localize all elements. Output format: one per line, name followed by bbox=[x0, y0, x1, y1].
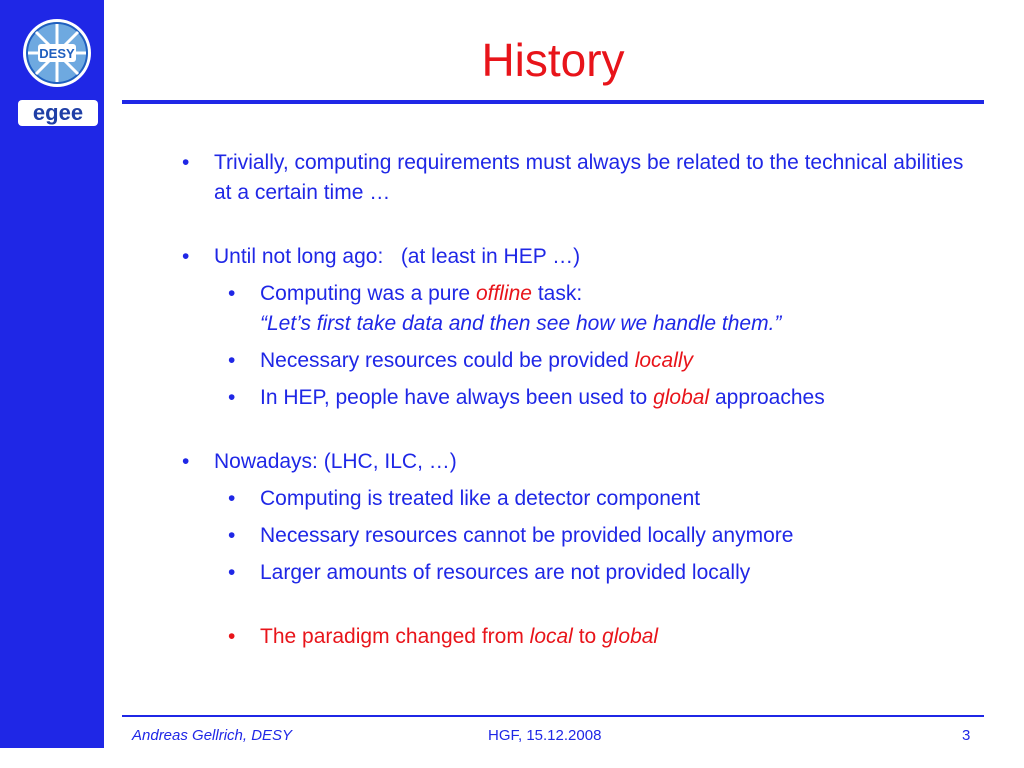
conclusion-text-a: The paradigm changed from bbox=[260, 625, 530, 648]
sub-bullet-2-3-text-a: In HEP, people have always been used to bbox=[260, 386, 654, 409]
sub-bullet-2-3-text-c: approaches bbox=[709, 386, 825, 409]
bullet-dot: • bbox=[228, 561, 236, 584]
bullet-1 bbox=[180, 148, 980, 208]
sub-bullet-2-3 bbox=[180, 383, 980, 413]
sub-bullet-2-1-text-c: task: bbox=[532, 282, 583, 305]
quote-text: “Let’s first take data and then see how we handle them.” bbox=[260, 312, 782, 335]
bullet-1-text: Trivially, computing requirements must always be related to the technical abilities at a certain time … bbox=[214, 151, 964, 204]
bullet-dot: • bbox=[182, 450, 190, 473]
footer-author: Andreas Gellrich, DESY bbox=[132, 727, 293, 744]
bullet-2 bbox=[180, 242, 980, 272]
sub-bullet-2-2 bbox=[180, 346, 980, 376]
sidebar-band bbox=[0, 0, 104, 748]
egee-logo-text: egee bbox=[32, 100, 84, 125]
conclusion-bullet bbox=[180, 622, 980, 652]
bullet-dot: • bbox=[228, 625, 236, 648]
bullet-2-suffix: (at least in HEP …) bbox=[400, 245, 581, 268]
sub-bullet-3-1-text: Computing is treated like a detector component bbox=[260, 487, 701, 510]
desy-logo-text: DESY bbox=[39, 46, 75, 61]
bullet-dot: • bbox=[228, 386, 236, 409]
sub-bullet-3-2-text: Necessary resources cannot be provided locally anymore bbox=[260, 524, 794, 547]
sub-bullet-3-2 bbox=[180, 521, 980, 551]
global-emphasis: global bbox=[653, 386, 710, 409]
page-number: 3 bbox=[962, 727, 971, 744]
bullet-2-prefix: Until not long ago: bbox=[214, 245, 384, 268]
bullet-dot: • bbox=[228, 349, 236, 372]
bullet-dot: • bbox=[228, 524, 236, 547]
local-emphasis: local bbox=[529, 625, 573, 648]
sub-bullet-3-1 bbox=[180, 484, 980, 514]
footer-divider bbox=[122, 715, 984, 717]
conclusion-text-c: to bbox=[572, 625, 603, 648]
bullet-dot: • bbox=[228, 282, 236, 305]
bullet-3-text: Nowadays: (LHC, ILC, …) bbox=[214, 450, 457, 473]
slide-content bbox=[180, 148, 980, 652]
title-divider bbox=[122, 100, 984, 104]
footer-event: HGF, 15.12.2008 bbox=[488, 727, 602, 744]
sub-bullet-2-2-text-a: Necessary resources could be provided bbox=[260, 349, 635, 372]
page-title: History bbox=[481, 34, 625, 86]
sub-bullet-3-3 bbox=[180, 558, 980, 588]
offline-emphasis: offline bbox=[475, 282, 532, 305]
bullet-dot: • bbox=[228, 487, 236, 510]
sub-bullet-3-3-text: Larger amounts of resources are not provided locally bbox=[260, 561, 751, 584]
locally-emphasis: locally bbox=[634, 349, 694, 372]
bullet-3 bbox=[180, 447, 980, 477]
bullet-dot: • bbox=[182, 151, 190, 174]
egee-logo bbox=[18, 100, 98, 126]
global-emphasis-final: global bbox=[602, 625, 659, 648]
desy-logo bbox=[22, 18, 92, 88]
sub-bullet-2-1 bbox=[180, 279, 980, 339]
sub-bullet-2-1-text-a: Computing was a pure bbox=[260, 282, 476, 305]
bullet-dot: • bbox=[182, 245, 190, 268]
